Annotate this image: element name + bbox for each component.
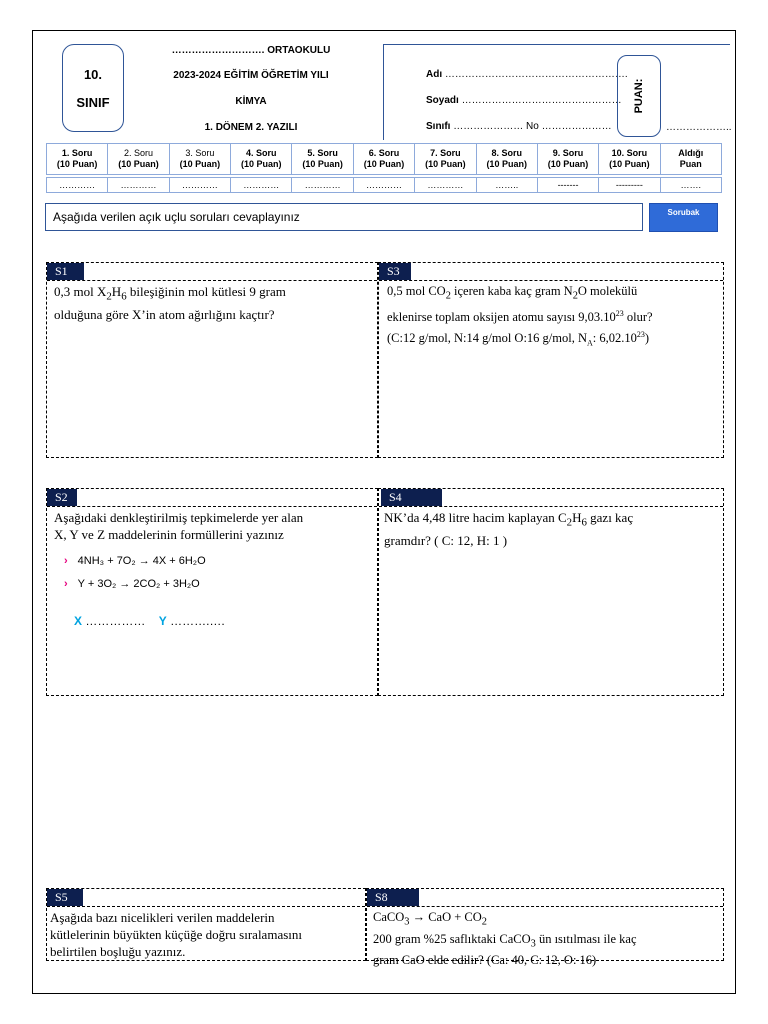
score-blank-5[interactable]: ………… xyxy=(292,178,353,193)
score-blank-6[interactable]: ………… xyxy=(353,178,414,193)
question-label-s2: S2 xyxy=(47,489,77,506)
name-label: Adı xyxy=(426,69,443,80)
score-header-2: 2. Soru (10 Puan) xyxy=(108,144,169,175)
surname-field[interactable] xyxy=(426,95,622,106)
score-blank-10[interactable]: --------- xyxy=(599,178,660,193)
score-table-blank-row xyxy=(47,178,722,193)
score-blank-1[interactable]: ………… xyxy=(47,178,108,193)
exam-title: 1. DÖNEM 2. YAZILI xyxy=(204,122,298,133)
question-label-s8: S8 xyxy=(367,889,419,906)
class-box xyxy=(62,44,124,132)
score-header-7: 7. Soru (10 Puan) xyxy=(415,144,476,175)
question-text-s2: Aşağıdaki denkleştirilmiş tepkimelerde yer alan X, Y ve Z maddelerinin formüllerini yazınız xyxy=(54,510,304,542)
question-text-s5: Aşağıda bazı nicelikleri verilen maddelerin kütlelerinin büyükten küçüğe doğru sıralamasını belirtilen boşluğu yazınız. xyxy=(50,910,302,959)
question-text-s4: NK’da 4,48 litre hacim kaplayan $C_2H_6$ gazı kaç gramdır? ( C: 12, H: 1 ) xyxy=(384,510,634,548)
score-blank-total[interactable]: ……. xyxy=(660,178,721,193)
school-name: ………………………. ORTAOKULU xyxy=(171,45,331,56)
name-field[interactable] xyxy=(426,69,628,80)
reaction-1: › 4NH₃ + 7O₂ → 4X + 6H₂O xyxy=(64,555,206,567)
score-blank-3[interactable]: ………… xyxy=(169,178,230,193)
score-header-6: 6. Soru (10 Puan) xyxy=(353,144,414,175)
name-blank: ………………………………………………. xyxy=(444,69,628,80)
score-blank-2[interactable]: ………… xyxy=(108,178,169,193)
score-blank: ……………….. xyxy=(666,122,732,133)
score-header-3: 3. Soru (10 Puan) xyxy=(169,144,230,175)
score-header-1: 1. Soru (10 Puan) xyxy=(47,144,108,175)
score-table-header-row xyxy=(47,144,722,175)
score-header-5: 5. Soru (10 Puan) xyxy=(292,144,353,175)
question-text-s1: 0,3 mol $X_2H_6$ bileşiğinin mol kütlesi 9 gram olduğuna göre X’in atom ağırlığını kaçtır? xyxy=(54,284,286,322)
score-box xyxy=(617,55,661,137)
instruction-box: Aşağıda verilen açık uçlu soruları cevaplayınız xyxy=(45,203,643,231)
question-label-s1: S1 xyxy=(47,263,84,280)
subject-title: KİMYA xyxy=(235,96,267,107)
question-text-s3: 0,5 mol $CO_2$ içeren kaba kaç gram $N_2O$ molekülü eklenirse toplam oksijen atomu sayısı 9,03.10$^{23}$ olur? (C:12 g/mol, N:14 g/mol O:16 g/mol, $N_A$: 6,02.10$^{23}$) xyxy=(387,284,653,348)
surname-blank: ………………………………………… xyxy=(461,95,622,106)
sorubak-button[interactable]: Sorubak xyxy=(649,203,718,232)
class-no-blank: ………………… No ………………… xyxy=(453,121,612,132)
score-table xyxy=(46,143,722,193)
score-header-8: 8. Soru (10 Puan) xyxy=(476,144,537,175)
reaction-2: › Y + 3O₂ → 2CO₂ + 3H₂O xyxy=(64,578,200,590)
score-header-9: 9. Soru (10 Puan) xyxy=(537,144,598,175)
surname-label: Soyadı xyxy=(426,95,459,106)
score-blank-9[interactable]: ------- xyxy=(537,178,598,193)
score-header-4: 4. Soru (10 Puan) xyxy=(231,144,292,175)
bullet-arrow-icon: › xyxy=(64,555,68,567)
score-blank-8[interactable]: …….. xyxy=(476,178,537,193)
score-blank-4[interactable]: ………… xyxy=(231,178,292,193)
bullet-arrow-icon: › xyxy=(64,578,68,590)
score-blank-7[interactable]: ………… xyxy=(415,178,476,193)
score-header-10: 10. Soru (10 Puan) xyxy=(599,144,660,175)
class-no-field[interactable] xyxy=(426,121,612,132)
class-word: SINIF xyxy=(76,95,110,110)
question-label-s4: S4 xyxy=(381,489,442,506)
question-label-s5: S5 xyxy=(47,889,83,906)
score-label: PUAN: xyxy=(633,78,645,114)
academic-year: 2023-2024 EĞİTİM ÖĞRETİM YILI xyxy=(173,70,329,81)
class-label: Sınıfı xyxy=(426,121,451,132)
score-header-total: Aldığı Puan xyxy=(660,144,721,175)
question-label-s3: S3 xyxy=(379,263,411,280)
answer-blanks-s2[interactable]: X …………… Y ……….…. xyxy=(74,614,225,628)
question-text-s8: CaCO$_3$ → CaO + $CO_2$ 200 gram %25 saflıktaki CaCO$_3$ ün ısıtılması ile kaç gram CaO elde edilir? (Ca: 40, C: 12, O: 16) xyxy=(373,910,637,967)
class-number: 10. xyxy=(83,67,103,82)
